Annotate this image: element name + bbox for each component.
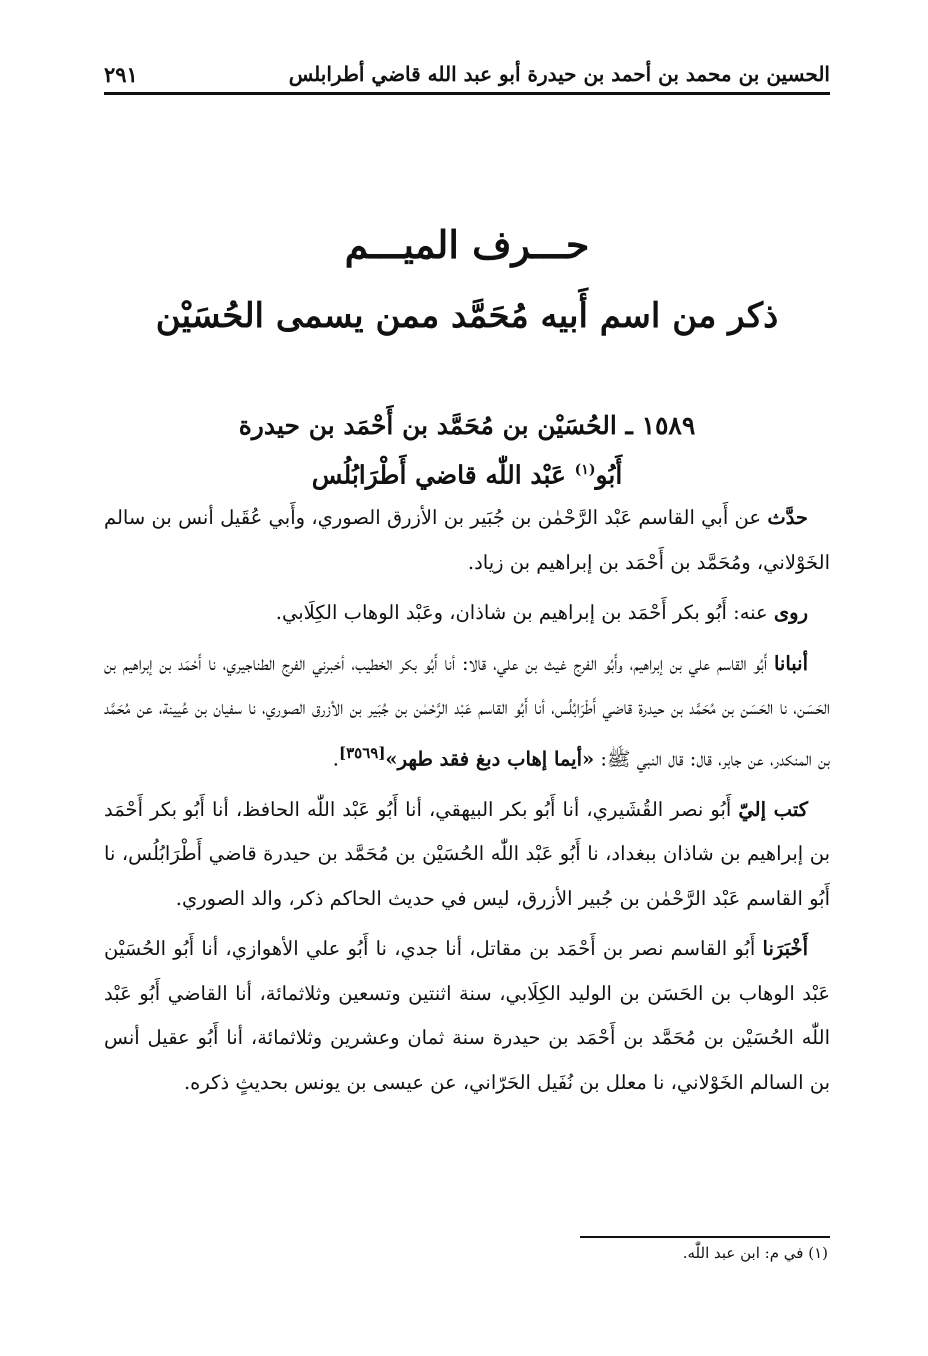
paragraph-text: عن أَبي القاسم عَبْد الرَّحْمٰن بن جُبَير بن الأزرق الصوري، وأَبي عُقَيل أنس بن سالم الخَوْلاني، ومُحَمَّد بن أَحْمَد بن إبراهيم بن زياد. [104, 506, 830, 574]
footnote-divider [580, 1236, 830, 1238]
entry-name: عَبْد اللّٰه قاضي أَطْرَابُلُس [311, 460, 575, 490]
entry-title-line1: ١٥٨٩ ـ الحُسَيْن بن مُحَمَّد بن أَحْمَد بن حيدرة [238, 411, 696, 440]
paragraph-lead: حدَّث [767, 506, 808, 529]
paragraph-lead: أنبانا [773, 651, 808, 675]
hadith-reference: [٣٥٦٩] [338, 743, 386, 762]
paragraph-text: أَبُو القاسم علي بن إبراهيم، وأَبُو الفرج غيث بن علي، قالا: أنا أَبُو بكر الخطيب، أخبرني الفرج الطناجيري، نا أَحْمَد بن إبراهيم بن الحَسَن، نا الحَسَن بن مُحَمَّد بن حيدرة قاضي أَطْرَابُلُس، أنا أَبُو القاسم عَبْد الرَّحْمٰن بن جُبَير بن الأزرق الصوري، نا سفيان بن عُيينة، عن مُحَمَّد بن المنكدر، عن جابر، قال: قال النبي ﷺ: [104, 651, 830, 770]
paragraph-lead: كتب إليّ [738, 797, 808, 821]
entry-kunya: أَبُو [595, 460, 623, 490]
paragraph-end: . [332, 747, 339, 770]
entry-title [104, 404, 830, 497]
paragraph-5 [104, 927, 830, 1105]
paragraph-text: عنه: أَبُو بكر أَحْمَد بن إبراهيم بن شاذان، وعَبْد الوهاب الكِلَابي. [275, 601, 774, 624]
footnote-marker: (١) [574, 462, 596, 478]
paragraph-3 [104, 642, 830, 782]
chapter-title: حـــرف الميـــم [344, 222, 590, 267]
paragraph-1 [104, 496, 830, 585]
paragraph-text: أَبُو القاسم نصر بن أَحْمَد بن مقاتل، أنا جدي، نا أَبُو علي الأهوازي، أنا أَبُو الحُسَيْن عَبْد الوهاب بن الحَسَن بن الوليد الكِلَابي، سنة اثنتين وتسعين وثلاثمائة، أنا القاضي أَبُو عَبْد اللّٰه الحُسَيْن بن مُحَمَّد بن أَحْمَد بن حيدرة سنة ثمان وعشرين وثلاثمائة، أنا أَبُو عقيل أنس بن السالم الخَوْلاني، نا معلل بن نُفَيل الحَرّاني، عن عيسى بن يونس بحديثٍ ذكره. [104, 937, 830, 1094]
paragraph-lead: روى [773, 601, 808, 624]
running-header [104, 56, 830, 95]
paragraph-2 [104, 591, 830, 636]
section-title: ذكر من اسم أَبيه مُحَمَّد ممن يسمى الحُسَيْن [155, 296, 779, 336]
paragraph-lead: أَخْبَرَنا [762, 937, 808, 960]
footnote: (١) في م: ابن عبد اللّٰه. [682, 1244, 828, 1262]
running-title: الحسين بن محمد بن أحمد بن حيدرة أبو عبد الله قاضي أطرابلس [288, 62, 830, 86]
hadith-text: «أيما إهاب دبغ فقد طهر» [385, 747, 595, 770]
entry-title-line2 [104, 448, 830, 497]
page-number: ٢٩١ [104, 61, 138, 87]
body-text [104, 496, 830, 1111]
paragraph-4 [104, 788, 830, 922]
paragraph-text: أَبُو نصر القُشَيري، أنا أَبُو بكر البيهقي، أنا أَبُو عَبْد اللّٰه الحافظ، أنا أَبُو بكر أَحْمَد بن إبراهيم بن شاذان ببغداد، نا أَبُو عَبْد اللّٰه الحُسَيْن بن مُحَمَّد بن حيدرة قاضي أَطْرَابُلُس، نا أَبُو القاسم عَبْد الرَّحْمٰن بن جُبير الأزرق، ليس في حديث الحاكم ذكر، والد الصوري. [104, 797, 830, 910]
